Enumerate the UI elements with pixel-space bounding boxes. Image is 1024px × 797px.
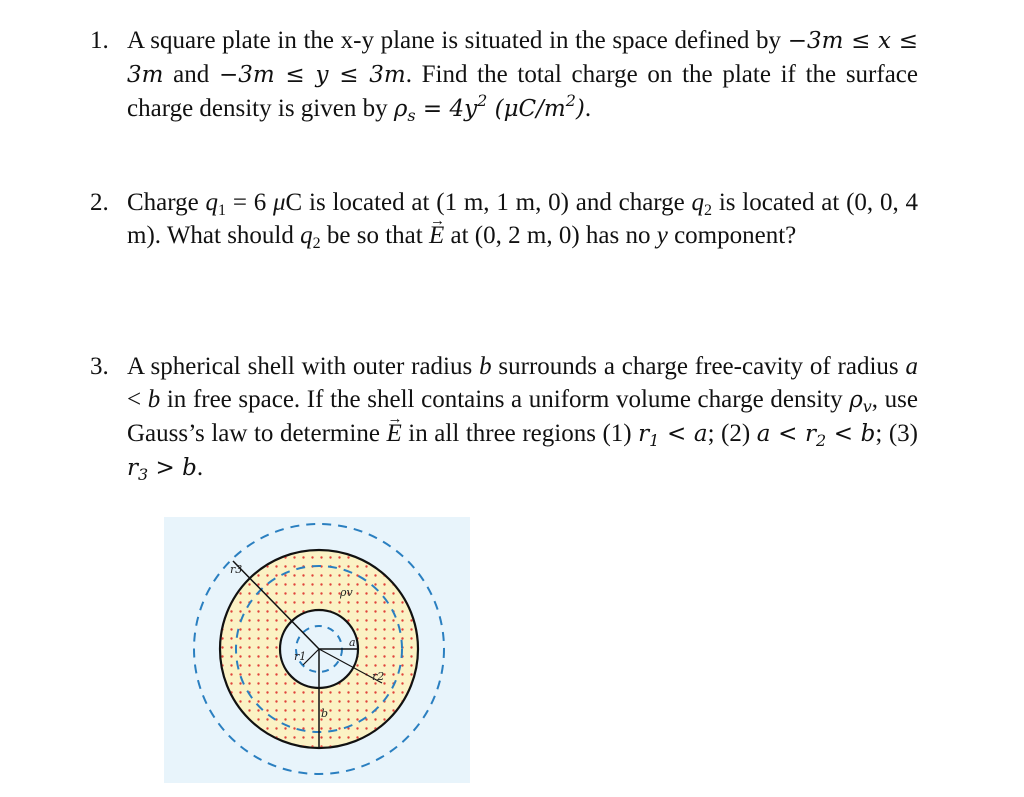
subscript: 1 [649,431,660,450]
superscript: 2 [565,91,576,110]
text-segment: A square plate in the x-y plane is situated in the space defined by [127,27,788,54]
subscript: 2 [815,431,827,450]
label-b: b [321,707,329,720]
subscript: 2 [312,235,321,252]
vector-e-field: → E [386,417,401,450]
superscript: 2 [477,91,488,110]
subscript: v [862,397,872,416]
math-region-2 [756,421,876,450]
problem-text [127,186,918,252]
subscript: s [407,106,416,125]
text-segment: ; (3) [875,420,919,447]
text-segment: . [584,95,592,122]
text-segment: in free space. If the shell contains a uniform volume charge density [160,386,850,413]
var-b: b [147,386,161,413]
label-r1: r1 [294,650,307,663]
math-segment: < b [826,421,876,447]
mu-symbol: μ [272,189,286,216]
text-segment: . [196,454,204,481]
problem-3 [90,350,918,485]
math-rho-v [849,387,872,416]
math-region-1 [638,421,708,450]
text-segment: is located at (0, 0, 4 m). What should [127,189,918,249]
var-q: q [300,222,313,249]
math-segment: ) [575,96,585,122]
problem-2 [90,186,918,252]
var-a: a [905,353,918,380]
var-y: y [656,222,668,249]
spherical-shell-figure [164,517,470,783]
label-a: a [349,636,356,649]
var-r: r [804,421,816,447]
text-segment: component? [667,222,797,249]
label-r3: r3 [230,563,243,576]
shell-diagram [164,517,470,783]
subscript: 3 [138,465,149,484]
text-segment: Charge [127,189,206,216]
rho-symbol: ρ [849,387,863,413]
text-segment: . Find the total charge on the plate if the surface charge density is given by [127,61,918,122]
math-segment: < a [659,421,708,447]
text-segment: , use Gauss’s law to determine [127,386,918,447]
problem-number: 2. [90,189,109,216]
var-b: b [479,353,492,380]
var-r: r [127,455,138,481]
math-region-3 [127,455,197,484]
problem-number: 3. [90,353,109,380]
problem-1 [90,24,918,126]
math-segment: a < [756,421,805,447]
subscript: 2 [704,202,713,219]
var-q: q [205,189,219,216]
text-segment: in all three regions (1) [401,420,639,447]
text-segment: at (0, 2 m, 0) has no [444,222,657,249]
math-x-range: −3m ≤ x ≤ 3m [127,28,918,88]
label-rho-v: ρv [340,586,353,599]
math-unit: (μC/m [487,96,566,122]
math-y-range: −3m ≤ y ≤ 3m [218,62,406,88]
problem-text [127,24,918,126]
var-r: r [638,421,650,447]
math-segment: > b [148,455,197,481]
text-segment: A spherical shell with outer radius [127,353,480,380]
math-charge-density [393,91,585,125]
text-segment: be so that [320,222,429,249]
text-segment: and [163,61,219,88]
subscript: 1 [218,202,227,219]
text-segment: ; (2) [707,420,757,447]
vector-e-field: → E [429,219,444,252]
text-segment: < [127,386,148,413]
var-q: q [691,189,705,216]
text-segment: surrounds a charge free-cavity of radius [491,353,906,380]
text-segment: = 6 [226,189,273,216]
rho-symbol: ρ [393,96,408,122]
math-segment: = 4y [415,96,478,122]
problem-number: 1. [90,27,109,54]
label-r2: r2 [372,670,385,683]
text-segment: C is located at (1 m, 1 m, 0) and charge [285,189,692,216]
problem-text [127,350,918,485]
